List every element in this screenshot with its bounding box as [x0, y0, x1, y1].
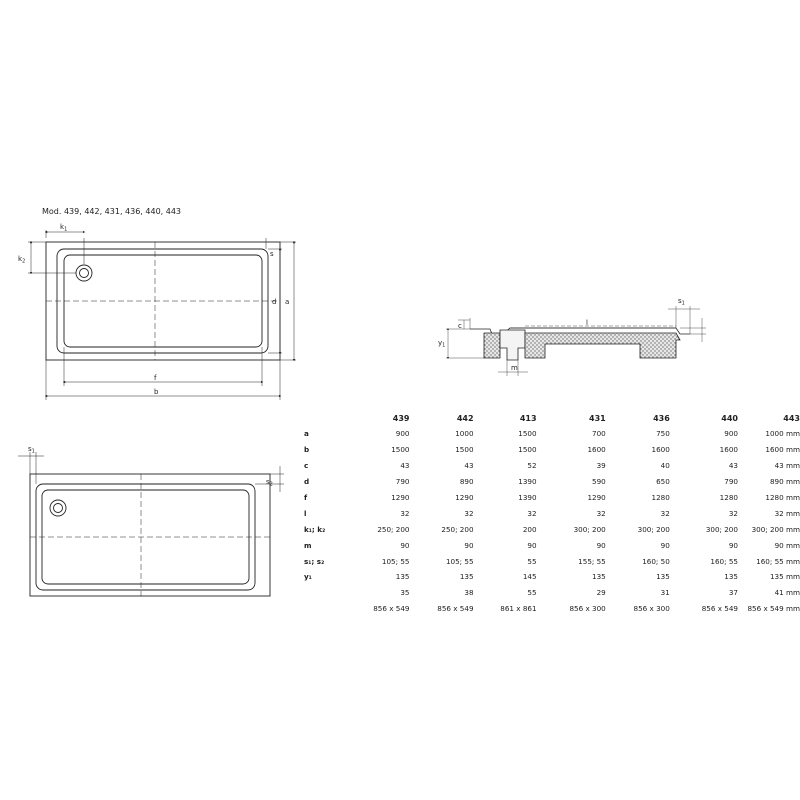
spec-header-col: 413 [519, 413, 537, 423]
table-cell: 43 [728, 461, 738, 471]
table-cell: 300; 200 mm [751, 524, 800, 534]
svg-text:s1: $s_1$ [28, 445, 35, 455]
table-cell: 55 [527, 556, 537, 566]
section-view [446, 306, 706, 376]
table-cell: 32 [660, 508, 670, 518]
table-cell: 32 [527, 508, 537, 518]
spec-header-col: 436 [653, 413, 670, 423]
top-view [28, 230, 296, 400]
svg-text:k2: $k_2$ [18, 255, 26, 265]
svg-text:y1: $y_1$ [438, 339, 446, 349]
label-s2: s [266, 478, 270, 486]
table-cell: 1000 mm [765, 429, 800, 439]
table-cell: 1600 [719, 445, 738, 455]
table-cell: 590 [592, 477, 606, 487]
row-label [300, 601, 350, 617]
row-label: k₁; k₂ [304, 524, 326, 534]
table-cell: 1600 [651, 445, 670, 455]
section-drain-body [500, 330, 525, 360]
label-a: a [285, 298, 290, 306]
row-label: l [304, 508, 307, 518]
table-row [300, 569, 800, 585]
table-cell: 1290 [391, 493, 410, 502]
table-cell: 160; 50 [642, 556, 670, 566]
table-cell: 90 mm [774, 540, 800, 550]
table-cell: 861 x 861 [500, 604, 537, 614]
spec-header-col: 439 [392, 413, 410, 423]
table-cell: 1290 [587, 493, 606, 502]
svg-text:s1: $s_1$ [678, 297, 685, 307]
bottom-view-labels [28, 445, 273, 488]
spec-table-header [300, 410, 800, 426]
row-label [300, 585, 350, 601]
table-cell: 790 [395, 477, 410, 487]
table-cell: 856 x 549 mm [747, 604, 800, 614]
table-cell: 200 [522, 524, 537, 534]
table-cell: 1280 [719, 493, 738, 502]
label-m: m [511, 364, 518, 372]
label-y1: y [438, 339, 443, 347]
table-cell: 90 [527, 540, 537, 550]
top-view-drain-outer [76, 265, 92, 281]
table-cell: 155; 55 [578, 556, 606, 566]
table-cell: 856 x 300 [569, 604, 606, 614]
table-cell: 890 mm [769, 477, 800, 487]
table-cell: 90 [464, 540, 474, 550]
label-k2: k [18, 255, 23, 263]
table-cell: 32 [400, 508, 410, 518]
spec-header-col: 431 [589, 413, 606, 423]
table-cell: 300; 200 [705, 524, 738, 534]
spec-header-blank [300, 410, 350, 426]
table-cell: 790 [724, 477, 738, 487]
table-cell: 1600 mm [765, 445, 800, 455]
table-cell: 105; 55 [445, 556, 474, 566]
table-cell: 52 [527, 461, 537, 471]
table-cell: 32 [464, 508, 474, 518]
table-cell: 43 mm [774, 461, 800, 471]
table-row [300, 505, 800, 521]
row-label: b [304, 445, 310, 455]
table-cell: 29 [596, 588, 606, 598]
row-label: d [304, 477, 310, 487]
table-cell: 750 [656, 429, 670, 439]
table-row [300, 426, 800, 442]
table-cell: 39 [596, 461, 606, 471]
spec-header-col: 442 [456, 413, 474, 423]
table-row [300, 521, 800, 537]
table-cell: 650 [656, 477, 670, 487]
label-s1: s [28, 445, 32, 453]
table-cell: 90 [596, 540, 606, 550]
spec-table-body [300, 426, 800, 617]
table-cell: 1500 [518, 445, 537, 455]
table-cell: 250; 200 [377, 524, 410, 534]
table-cell: 135 [724, 572, 738, 582]
table-cell: 90 [400, 540, 410, 550]
table-cell: 32 [728, 508, 738, 518]
table-cell: 1390 [518, 493, 537, 502]
table-row [300, 553, 800, 569]
table-cell: 41 mm [774, 588, 800, 598]
spec-table [300, 410, 800, 617]
spec-header-col: 440 [721, 413, 738, 423]
table-cell: 43 [464, 461, 474, 471]
table-cell: 135 [459, 572, 474, 582]
table-cell: 38 [464, 588, 474, 598]
label-l: l [586, 319, 588, 327]
label-d: d [272, 298, 277, 306]
table-cell: 40 [660, 461, 670, 471]
section-support-left [484, 333, 500, 358]
table-cell: 1500 [518, 429, 537, 439]
row-label: a [304, 429, 309, 439]
table-cell: 856 x 300 [633, 604, 670, 614]
bottom-view-drain-inner [54, 504, 63, 513]
table-cell: 250; 200 [441, 524, 474, 534]
model-title: Mod. 439, 442, 431, 436, 440, 443 [42, 207, 182, 216]
table-cell: 145 [522, 572, 537, 582]
table-cell: 43 [400, 461, 410, 471]
bottom-view-outer-rim [30, 474, 270, 596]
table-cell: 856 x 549 [373, 604, 410, 614]
table-cell: 135 [395, 572, 410, 582]
label-k1: k [60, 223, 65, 231]
table-row [300, 601, 800, 617]
table-cell: 1600 [587, 445, 606, 455]
table-cell: 35 [400, 588, 410, 598]
table-cell: 160; 55 mm [756, 556, 800, 566]
table-row [300, 458, 800, 474]
table-row [300, 537, 800, 553]
label-b: b [154, 388, 159, 396]
svg-text:s2: $s_2$ [266, 478, 273, 488]
row-label: y₁ [304, 572, 312, 582]
table-cell: 856 x 549 [437, 604, 474, 614]
label-f: f [154, 374, 157, 382]
table-cell: 900 [395, 429, 410, 439]
table-row [300, 585, 800, 601]
table-row [300, 490, 800, 506]
svg-text:k1: $k_1$ [60, 223, 68, 233]
table-cell: 1500 [455, 445, 474, 455]
table-cell: 105; 55 [381, 556, 410, 566]
table-cell: 300; 200 [637, 524, 670, 534]
table-cell: 135 [656, 572, 670, 582]
table-cell: 1280 [651, 493, 670, 502]
table-cell: 300; 200 [573, 524, 606, 534]
table-cell: 1000 [455, 429, 474, 439]
table-cell: 32 [596, 508, 606, 518]
table-cell: 1280 mm [765, 493, 800, 502]
table-row [300, 442, 800, 458]
table-cell: 700 [592, 429, 606, 439]
label-c: c [458, 322, 462, 330]
table-cell: 135 mm [769, 572, 800, 582]
table-cell: 1500 [391, 445, 410, 455]
table-cell: 55 [527, 588, 537, 598]
table-cell: 31 [660, 588, 670, 598]
table-cell: 90 [660, 540, 670, 550]
bottom-view [18, 452, 284, 596]
row-label: m [304, 540, 312, 550]
table-cell: 90 [728, 540, 738, 550]
table-cell: 856 x 549 [701, 604, 738, 614]
table-cell: 160; 55 [710, 556, 738, 566]
bottom-view-drain-outer [50, 500, 66, 516]
table-cell: 1390 [518, 477, 537, 487]
bottom-view-basin-inner [42, 490, 249, 584]
table-row [300, 474, 800, 490]
section-hatched-body [525, 333, 680, 358]
row-label: c [304, 461, 309, 471]
table-cell: 900 [724, 429, 738, 439]
row-label: f [304, 493, 308, 502]
table-cell: 890 [459, 477, 474, 487]
table-cell: 37 [728, 588, 738, 598]
spec-header-col: 443 [783, 413, 800, 423]
table-cell: 135 [592, 572, 606, 582]
row-label: s₁; s₂ [304, 556, 325, 566]
label-s: s [270, 250, 274, 258]
top-view-drain-inner [80, 269, 89, 278]
label-s1-section: s [678, 297, 682, 305]
table-cell: 1290 [455, 493, 474, 502]
table-cell: 32 mm [774, 508, 800, 518]
